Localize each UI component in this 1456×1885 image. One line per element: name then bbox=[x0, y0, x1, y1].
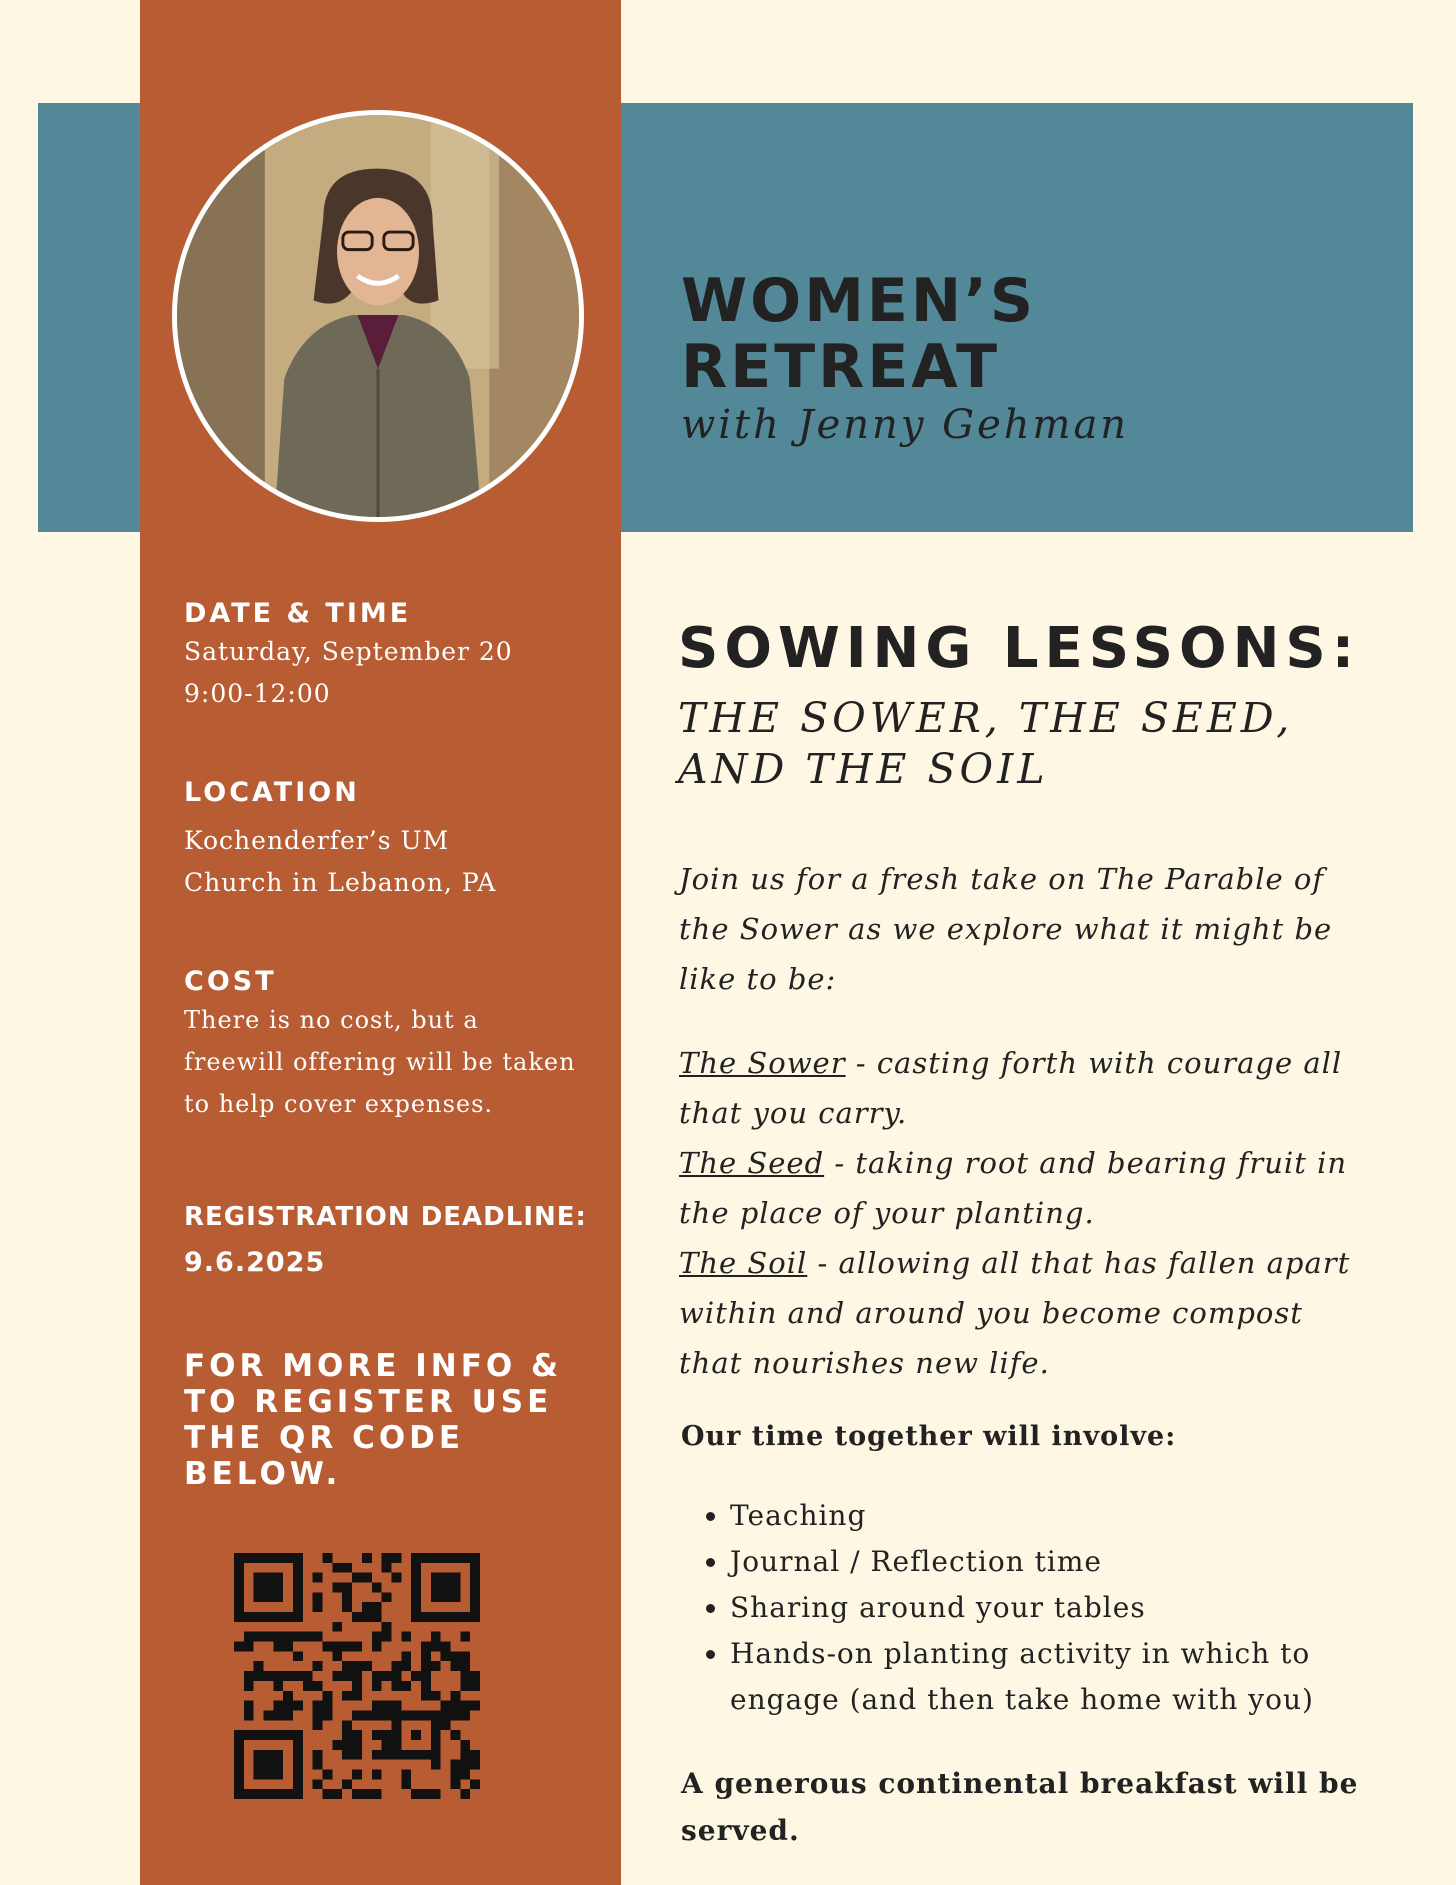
intro-paragraph bbox=[679, 854, 1409, 1004]
activity-list bbox=[690, 1493, 1420, 1723]
seed-line-1 bbox=[679, 1138, 1409, 1188]
title-line-2: RETREAT bbox=[681, 332, 1001, 402]
time-value: 9:00-12:00 bbox=[184, 679, 331, 708]
list-item: • Sharing around your tables bbox=[730, 1585, 1420, 1631]
date-section bbox=[184, 598, 513, 715]
location-line-1: Kochenderfer’s UM bbox=[184, 826, 450, 855]
seed-text-2: the place of your planting. bbox=[679, 1196, 1095, 1230]
soil-text-2: within and around you become compost bbox=[679, 1296, 1303, 1330]
date-heading: DATE & TIME bbox=[184, 598, 412, 629]
register-info-line-2: TO REGISTER USE bbox=[184, 1384, 553, 1420]
location-section bbox=[184, 777, 496, 904]
sower-text-2: that you carry. bbox=[679, 1096, 908, 1130]
main-heading: SOWING LESSONS: bbox=[678, 616, 1361, 681]
sower-label: The Sower bbox=[679, 1046, 846, 1080]
intro-line-3: like to be: bbox=[679, 962, 837, 996]
breakfast-note bbox=[681, 1760, 1381, 1854]
register-info-line-1: FOR MORE INFO & bbox=[184, 1348, 563, 1384]
deadline-heading: REGISTRATION DEADLINE: bbox=[184, 1202, 587, 1232]
cost-heading: COST bbox=[184, 966, 277, 997]
location-line-2: Church in Lebanon, PA bbox=[184, 868, 497, 897]
register-info bbox=[184, 1348, 604, 1492]
speaker-photo bbox=[172, 110, 584, 522]
cost-line-3: to help cover expenses. bbox=[184, 1090, 494, 1118]
subheading-line-2: AND THE SOIL bbox=[678, 745, 1049, 793]
cost-line-1: There is no cost, but a bbox=[184, 1006, 479, 1034]
soil-text-3: that nourishes new life. bbox=[679, 1346, 1050, 1380]
main-subheading bbox=[678, 693, 1293, 795]
breakfast-line-1: A generous continental breakfast will be bbox=[681, 1767, 1359, 1800]
date-value: Saturday, September 20 bbox=[184, 637, 513, 666]
qr-code[interactable] bbox=[234, 1553, 480, 1799]
intro-line-2: the Sower as we explore what it might be bbox=[679, 912, 1333, 946]
list-item: • Teaching bbox=[730, 1493, 1420, 1539]
title-line-1: WOMEN’S bbox=[681, 266, 1037, 336]
list-item: • Hands-on planting activity in which to engage (and then take home with you) bbox=[730, 1631, 1420, 1723]
soil-text-1: - allowing all that has fallen apart bbox=[807, 1246, 1351, 1280]
event-subtitle: with Jenny Gehman bbox=[681, 402, 1130, 448]
roles-paragraph bbox=[679, 1038, 1409, 1388]
breakfast-line-2: served. bbox=[681, 1814, 800, 1847]
register-info-line-3: THE QR CODE bbox=[184, 1420, 465, 1456]
intro-line-1: Join us for a fresh take on The Parable of bbox=[679, 862, 1325, 896]
sower-text-1: - casting forth with courage all bbox=[845, 1046, 1343, 1080]
deadline-value: 9.6.2025 bbox=[184, 1247, 326, 1278]
deadline-section bbox=[184, 1194, 587, 1286]
cost-line-2: freewill offering will be taken bbox=[184, 1048, 576, 1076]
register-info-line-4: BELOW. bbox=[184, 1456, 342, 1492]
seed-label: The Seed bbox=[679, 1146, 825, 1180]
soil-line-1 bbox=[679, 1238, 1409, 1288]
event-title bbox=[681, 268, 1036, 400]
list-item: • Journal / Reflection time bbox=[730, 1539, 1420, 1585]
involve-heading: Our time together will involve: bbox=[681, 1421, 1177, 1452]
seed-text-1: - taking root and bearing fruit in bbox=[824, 1146, 1348, 1180]
location-heading: LOCATION bbox=[184, 777, 360, 808]
soil-label: The Soil bbox=[679, 1246, 808, 1280]
cost-section bbox=[184, 966, 576, 1125]
subheading-line-1: THE SOWER, THE SEED, bbox=[678, 694, 1294, 742]
sower-line-1 bbox=[679, 1038, 1409, 1088]
